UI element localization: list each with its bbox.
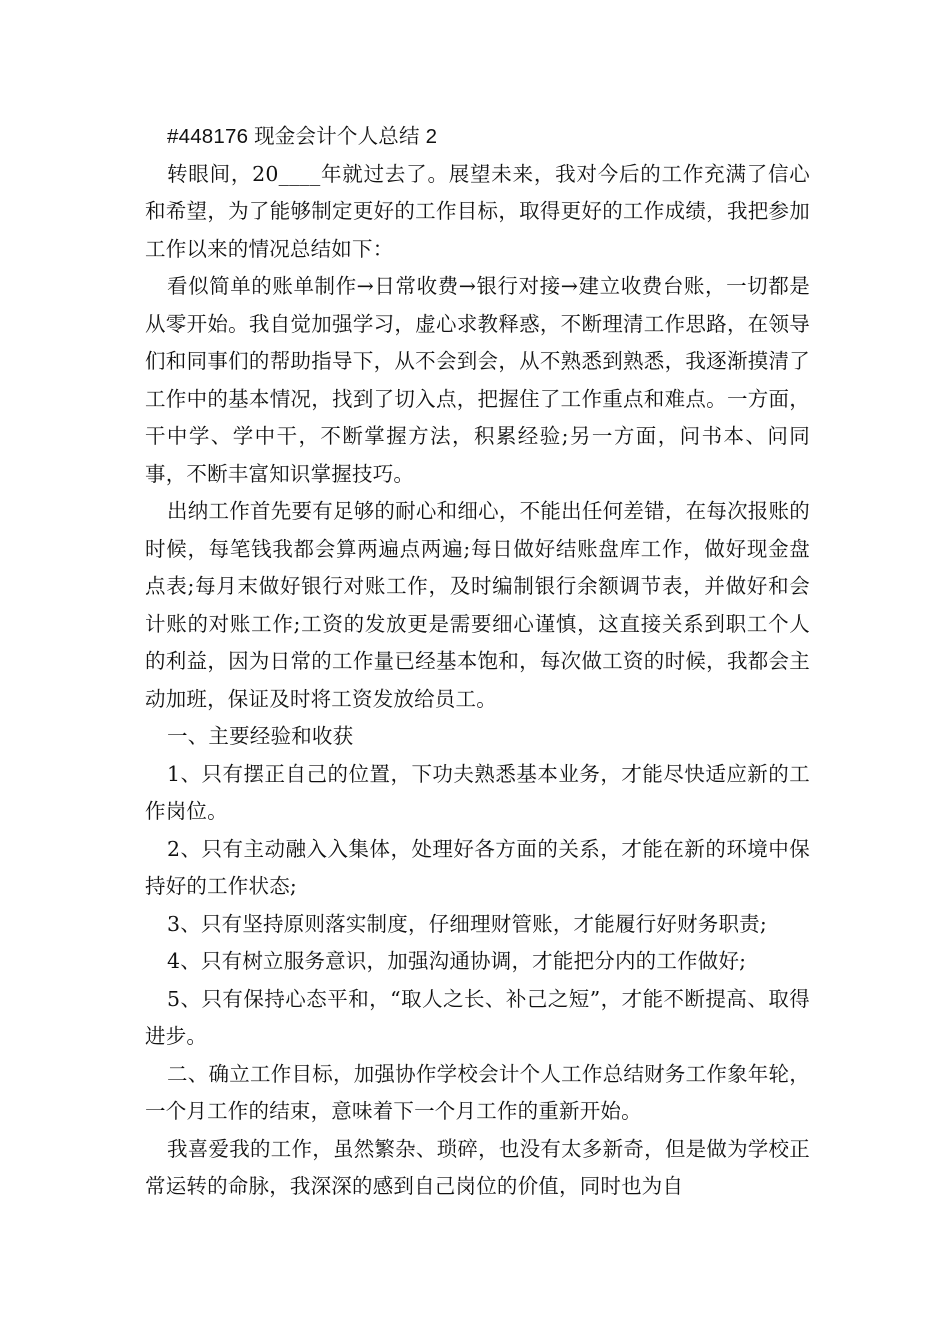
document-title: #448176 现金会计个人总结 2	[167, 125, 438, 148]
section-heading-experience: 一、主要经验和收获	[167, 724, 354, 748]
list-item-1: 1、只有摆正自己的位置，下功夫熟悉基本业务，才能尽快适应新的工作岗位。	[145, 761, 810, 823]
list-item-2: 2、只有主动融入入集体，处理好各方面的关系，才能在新的环境中保持好的工作状态;	[145, 836, 810, 898]
paragraph-intro: 转眼间，20____年就过去了。展望未来，我对今后的工作充满了信心和希望，为了能够制定更好的工作目标，取得更好的工作成绩，我把参加工作以来的情况总结如下：	[145, 161, 810, 261]
paragraph-learning: 看似简单的账单制作→日常收费→银行对接→建立收费台账，一切都是从零开始。我自觉加强学习，虚心求教释惑，不断理清工作思路，在领导们和同事们的帮助指导下，从不会到会，从不熟悉到熟悉，我逐渐摸清了工作中的基本情况，找到了切入点，把握住了工作重点和难点。一方面，干中学、学中干，不断掌握方法，积累经验;另一方面，问书本、问同事，不断丰富知识掌握技巧。	[145, 274, 810, 486]
paragraph-closing: 我喜爱我的工作，虽然繁杂、琐碎，也没有太多新奇，但是做为学校正常运转的命脉，我深深的感到自己岗位的价值，同时也为自	[145, 1136, 810, 1198]
list-item-5: 5、只有保持心态平和，“取人之长、补己之短”，才能不断提高、取得进步。	[145, 986, 810, 1048]
section-heading-goals: 二、确立工作目标，加强协作学校会计个人工作总结财务工作象年轮，一个月工作的结束，意味着下一个月工作的重新开始。	[145, 1061, 810, 1123]
document-body	[145, 118, 810, 1206]
paragraph-cashier-work: 出纳工作首先要有足够的耐心和细心，不能出任何差错，在每次报账的时候，每笔钱我都会算两遍点两遍;每日做好结账盘库工作，做好现金盘点表;每月末做好银行对账工作，及时编制银行余额调节表，并做好和会计账的对账工作;工资的发放更是需要细心谨慎，这直接关系到职工个人的利益，因为日常的工作量已经基本饱和，每次做工资的时候，我都会主动加班，保证及时将工资发放给员工。	[145, 499, 810, 711]
list-item-4: 4、只有树立服务意识，加强沟通协调，才能把分内的工作做好;	[167, 949, 747, 973]
list-item-3: 3、只有坚持原则落实制度，仔细理财管账，才能履行好财务职责;	[167, 911, 767, 936]
